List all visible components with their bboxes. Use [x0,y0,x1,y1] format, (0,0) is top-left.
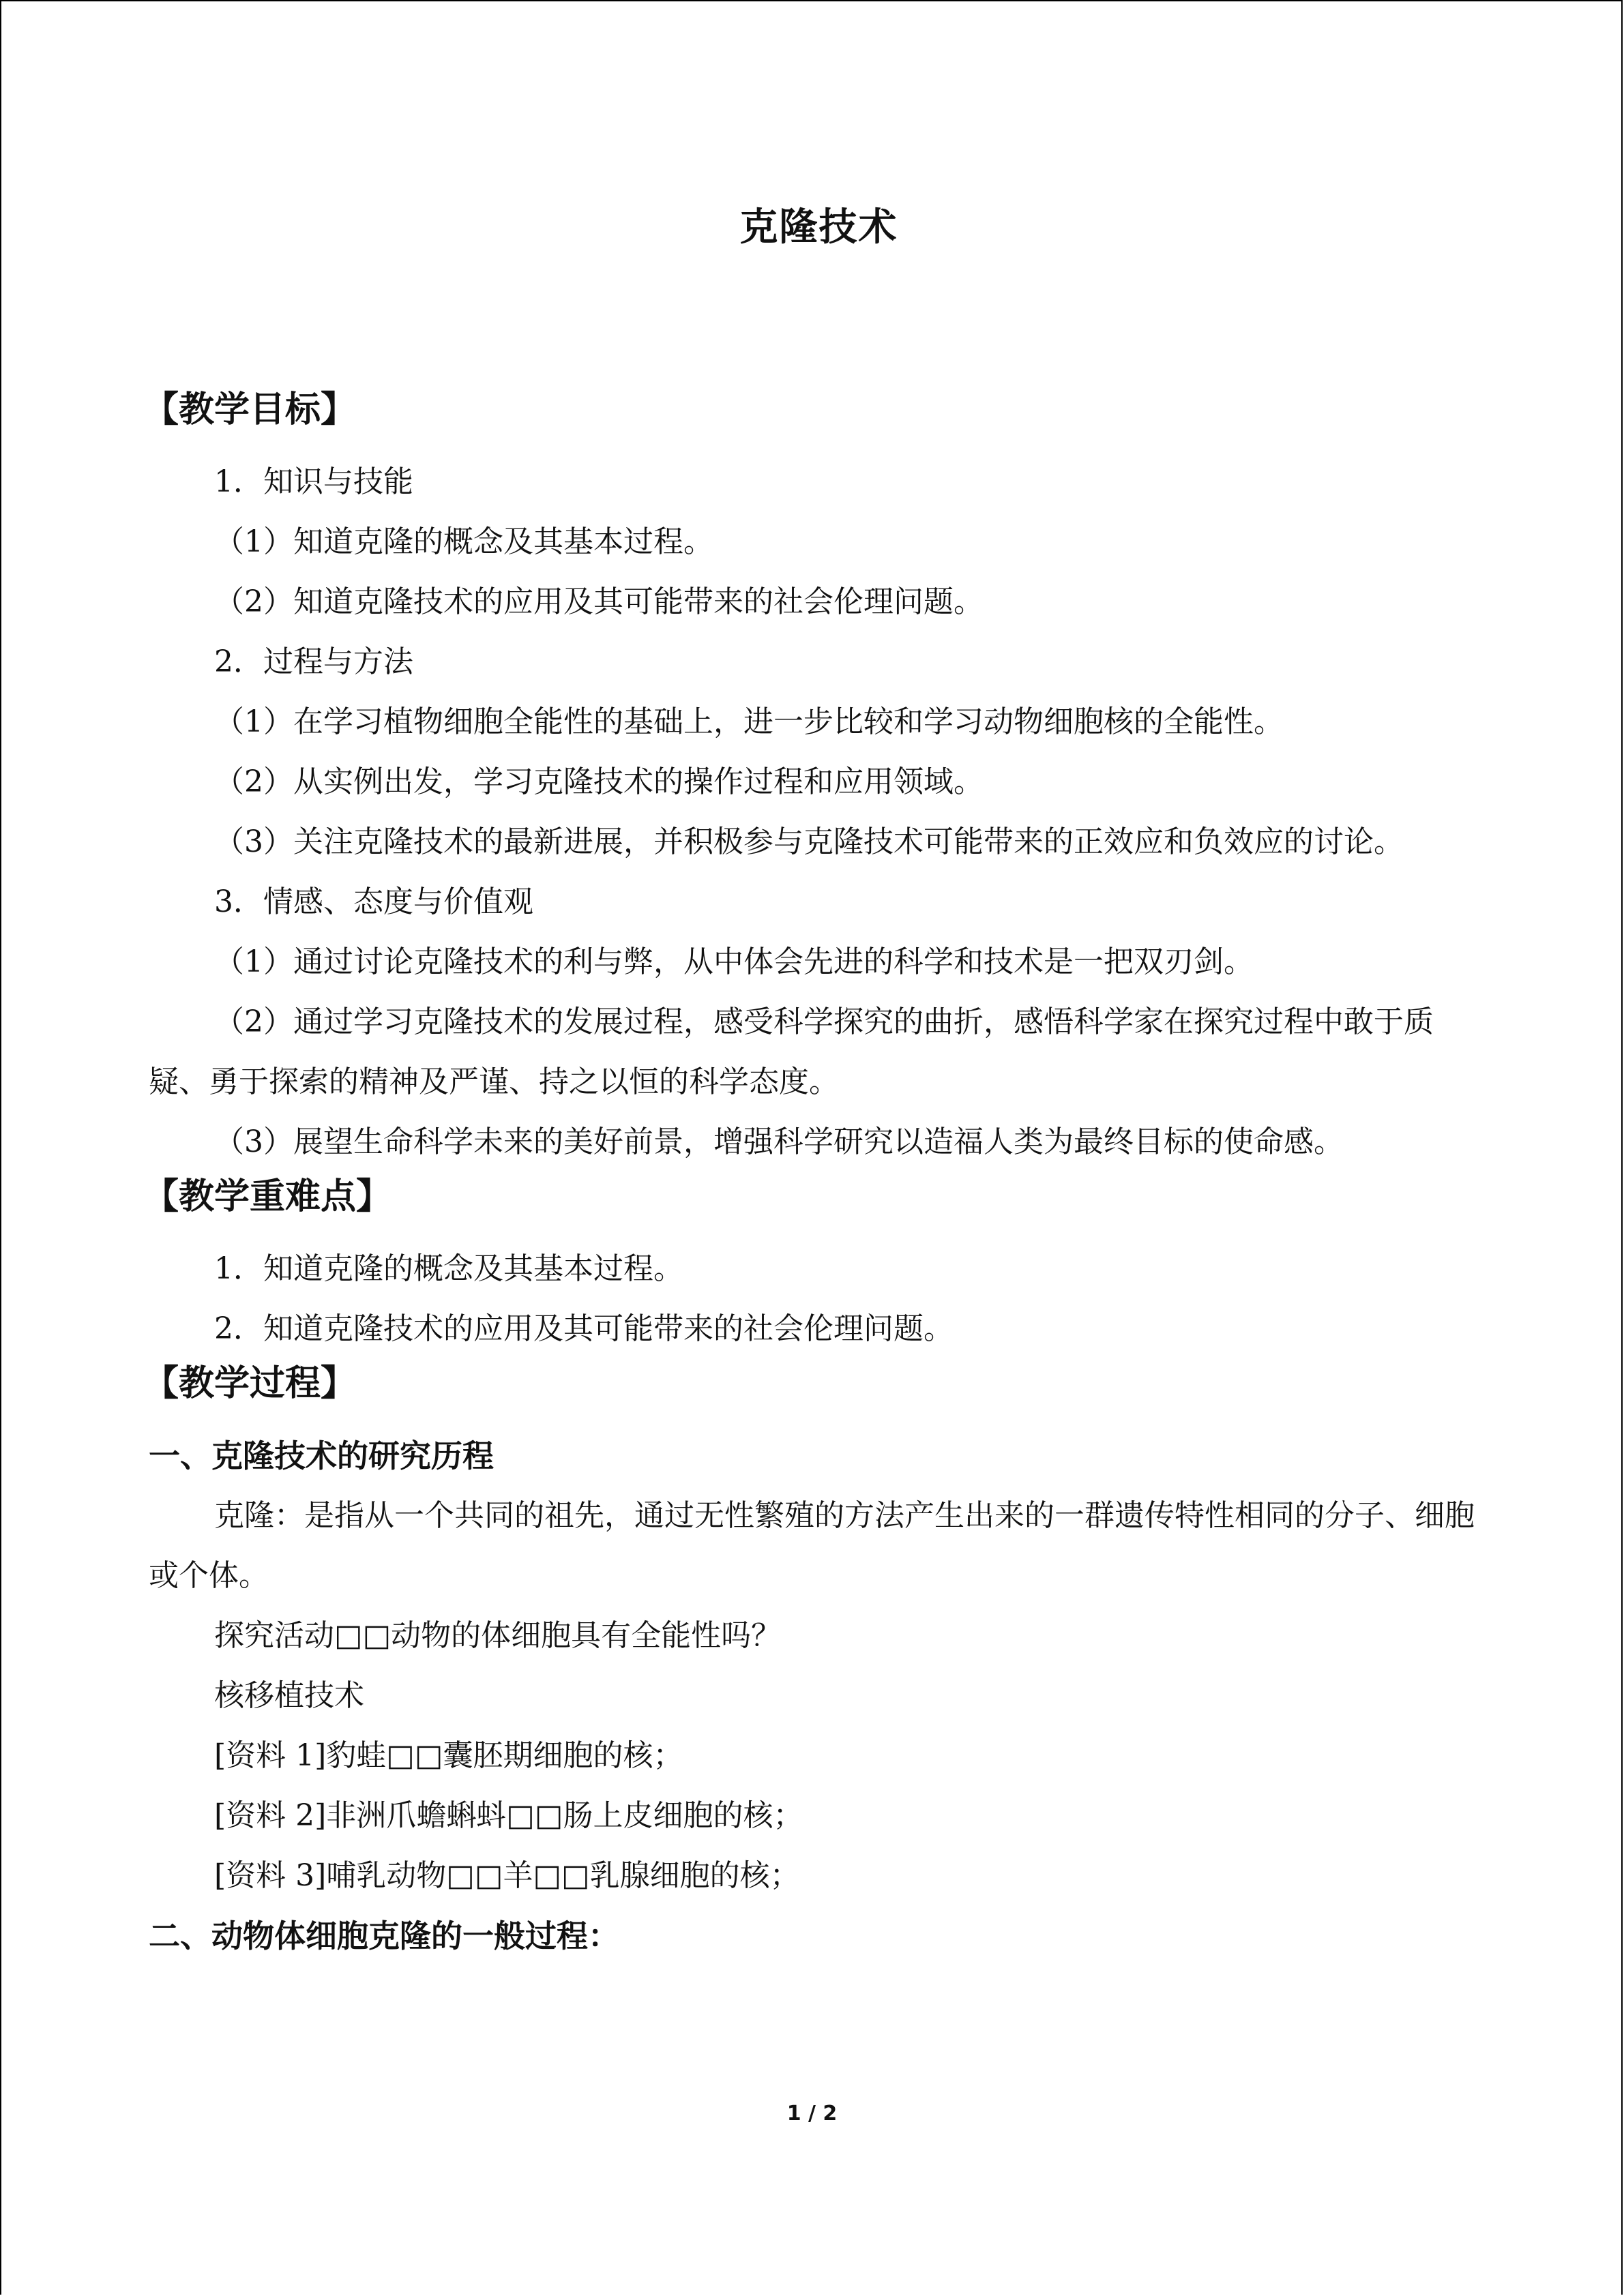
document-title: 克隆技术 [739,205,898,250]
process-part2-heading: 二、动物体细胞克隆的一般过程： [149,1918,619,1955]
objective-line: （1）知道克隆的概念及其基本过程。 [214,524,713,560]
objective-line: （2）从实例出发，学习克隆技术的操作过程和应用领域。 [214,764,984,800]
key-points-heading: 【教学重难点】 [143,1176,392,1218]
objective-line: （3）关注克隆技术的最新进展，并积极参与克隆技术可能带来的正效应和负效应的讨论。 [214,824,1404,860]
objective-line: 1．知识与技能 [214,464,413,500]
document-body [143,205,1489,1966]
objective-line: （1）在学习植物细胞全能性的基础上，进一步比较和学习动物细胞核的全能性。 [214,704,1284,740]
process-part1-heading: 一、克隆技术的研究历程 [149,1437,494,1475]
objectives-heading: 【教学目标】 [143,389,357,431]
process-line: 克隆：是指从一个共同的祖先，通过无性繁殖的方法产生出来的一群遗传特性相同的分子、细胞或个体。 [149,1498,1475,1594]
process-line: [资料 2]非洲爪蟾蝌蚪□□肠上皮细胞的核； [214,1798,803,1834]
process-heading: 【教学过程】 [143,1362,357,1405]
key-point-line: 1．知道克隆的概念及其基本过程。 [214,1251,683,1287]
objective-line: （2）知道克隆技术的应用及其可能带来的社会伦理问题。 [214,584,984,620]
key-point-line: 2．知道克隆技术的应用及其可能带来的社会伦理问题。 [214,1311,954,1347]
objective-line: 2．过程与方法 [214,644,413,680]
process-line: 探究活动□□动物的体细胞具有全能性吗？ [214,1618,782,1654]
page-number: 1 / 2 [786,2102,838,2126]
process-line: [资料 1]豹蛙□□囊胚期细胞的核； [214,1738,683,1774]
objective-line: （2）通过学习克隆技术的发展过程，感受科学探究的曲折，感悟科学家在探究过程中敢于质疑、勇于探索的精神及严谨、持之以恒的科学态度。 [149,1004,1434,1100]
process-line: 核移植技术 [214,1678,364,1714]
objective-line: （1）通过讨论克隆技术的利与弊，从中体会先进的科学和技术是一把双刃剑。 [214,944,1254,980]
objective-line: （3）展望生命科学未来的美好前景，增强科学研究以造福人类为最终目标的使命感。 [214,1124,1344,1160]
process-line: [资料 3]哺乳动物□□羊□□乳腺细胞的核； [214,1858,800,1894]
objective-line: 3．情感、态度与价值观 [214,884,533,920]
